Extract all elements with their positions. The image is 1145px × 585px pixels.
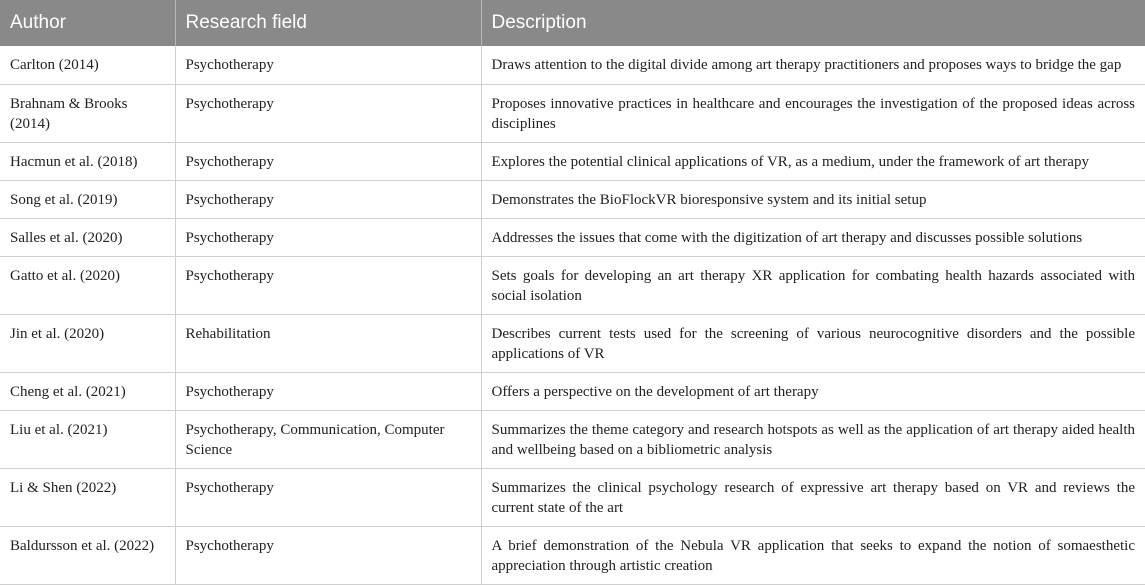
description-cell: Demonstrates the BioFlockVR bioresponsive system and its initial setup bbox=[481, 180, 1145, 218]
table-row bbox=[0, 314, 1145, 372]
research-field-cell: Psychotherapy bbox=[175, 84, 481, 142]
research-field-cell: Psychotherapy bbox=[175, 46, 481, 84]
column-header-author: Author bbox=[0, 0, 175, 46]
description-cell: Offers a perspective on the development of art therapy bbox=[481, 372, 1145, 410]
author-cell: Cheng et al. (2021) bbox=[0, 372, 175, 410]
author-cell: Brahnam & Brooks (2014) bbox=[0, 84, 175, 142]
author-cell: Gatto et al. (2020) bbox=[0, 256, 175, 314]
table-row bbox=[0, 256, 1145, 314]
table-row bbox=[0, 180, 1145, 218]
table-row bbox=[0, 84, 1145, 142]
description-cell: Sets goals for developing an art therapy XR application for combating health hazards associated with social isolation bbox=[481, 256, 1145, 314]
table-row bbox=[0, 218, 1145, 256]
description-cell: A brief demonstration of the Nebula VR application that seeks to expand the notion of somaesthetic appreciation through artistic creation bbox=[481, 526, 1145, 584]
author-cell: Carlton (2014) bbox=[0, 46, 175, 84]
research-field-cell: Psychotherapy bbox=[175, 468, 481, 526]
header-row bbox=[0, 0, 1145, 46]
research-field-cell: Psychotherapy bbox=[175, 372, 481, 410]
research-field-cell: Psychotherapy bbox=[175, 256, 481, 314]
author-cell: Hacmun et al. (2018) bbox=[0, 142, 175, 180]
research-field-cell: Psychotherapy, Communication, Computer Science bbox=[175, 410, 481, 468]
description-cell: Explores the potential clinical applications of VR, as a medium, under the framework of art therapy bbox=[481, 142, 1145, 180]
table-row bbox=[0, 526, 1145, 584]
research-field-cell: Rehabilitation bbox=[175, 314, 481, 372]
table-row bbox=[0, 142, 1145, 180]
author-cell: Li & Shen (2022) bbox=[0, 468, 175, 526]
description-cell: Summarizes the theme category and research hotspots as well as the application of art therapy aided health and wellbeing based on a bibliometric analysis bbox=[481, 410, 1145, 468]
table-row bbox=[0, 410, 1145, 468]
author-cell: Jin et al. (2020) bbox=[0, 314, 175, 372]
research-field-cell: Psychotherapy bbox=[175, 218, 481, 256]
column-header-description: Description bbox=[481, 0, 1145, 46]
column-header-research-field: Research field bbox=[175, 0, 481, 46]
author-cell: Song et al. (2019) bbox=[0, 180, 175, 218]
description-cell: Addresses the issues that come with the digitization of art therapy and discusses possible solutions bbox=[481, 218, 1145, 256]
description-cell: Describes current tests used for the screening of various neurocognitive disorders and the possible applications of VR bbox=[481, 314, 1145, 372]
description-cell: Proposes innovative practices in healthcare and encourages the investigation of the proposed ideas across disciplines bbox=[481, 84, 1145, 142]
research-field-cell: Psychotherapy bbox=[175, 180, 481, 218]
description-cell: Draws attention to the digital divide among art therapy practitioners and proposes ways to bridge the gap bbox=[481, 46, 1145, 84]
table-row bbox=[0, 46, 1145, 84]
description-cell: Summarizes the clinical psychology research of expressive art therapy based on VR and reviews the current state of the art bbox=[481, 468, 1145, 526]
table-row bbox=[0, 468, 1145, 526]
author-cell: Liu et al. (2021) bbox=[0, 410, 175, 468]
table-header bbox=[0, 0, 1145, 46]
research-field-cell: Psychotherapy bbox=[175, 526, 481, 584]
author-cell: Salles et al. (2020) bbox=[0, 218, 175, 256]
research-field-cell: Psychotherapy bbox=[175, 142, 481, 180]
table-row bbox=[0, 372, 1145, 410]
table-body bbox=[0, 46, 1145, 584]
author-cell: Baldursson et al. (2022) bbox=[0, 526, 175, 584]
